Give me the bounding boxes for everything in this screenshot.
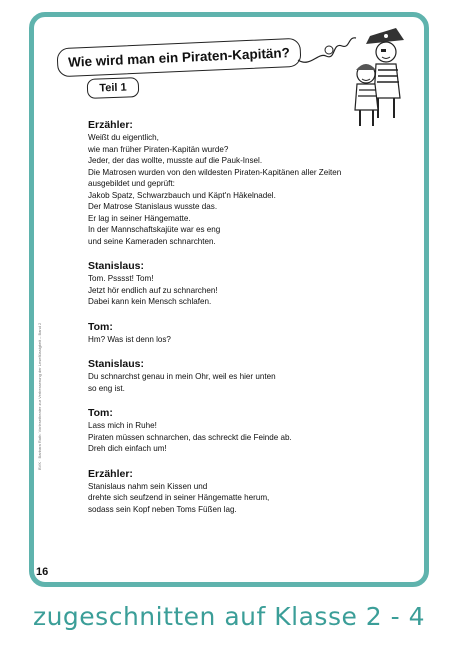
dialogue-line: Weißt du eigentlich, — [88, 133, 159, 142]
dialogue-line: Dabei kann kein Mensch schlafen. — [88, 297, 212, 306]
dialogue-line: so eng ist. — [88, 383, 125, 393]
dialogue-block — [88, 357, 408, 394]
part-label-box — [87, 77, 140, 99]
page-title: Wie wird man ein Piraten-Kapitän? — [67, 45, 291, 70]
dialogue-block — [88, 467, 408, 516]
dialogue-line: Piraten müssen schnarchen, das schreckt die Feinde ab. — [88, 432, 292, 442]
dialogue-line: sodass sein Kopf neben Toms Füßen lag. — [88, 504, 237, 514]
pirate-kids-illustration — [348, 18, 418, 128]
dialogue-line: ausgebildet und geprüft: — [88, 179, 175, 188]
dialogue-line: Lass mich in Ruhe! — [88, 421, 157, 430]
dialogue-block — [88, 406, 408, 455]
speaker-name: Erzähler: — [88, 119, 133, 131]
speaker-name: Stanislaus: — [88, 358, 145, 370]
dialogue-block — [88, 118, 408, 247]
dialogue-line: Stanislaus nahm sein Kissen und — [88, 481, 208, 491]
dialogue-block — [88, 259, 408, 308]
speaker-name: Tom: — [88, 320, 113, 333]
dialogue-line: Jakob Spatz, Schwarzbauch und Käpt'n Häkelnadel. — [88, 190, 276, 200]
grade-banner: zugeschnitten auf Klasse 2 - 4 — [32, 602, 426, 631]
dialogue-line: Hm? Was ist denn los? — [88, 334, 171, 344]
dialogue-line: und seine Kameraden schnarchten. — [88, 236, 216, 246]
dialogue-line: Der Matrose Stanislaus wusste das. — [88, 202, 218, 211]
speaker-name: Erzähler: — [88, 467, 133, 480]
dialogue-line: Tom. Psssst! Tom! — [88, 274, 154, 283]
script-content — [88, 118, 408, 527]
dialogue-line: Jeder, der das wollte, musste auf die Pauk-Insel. — [88, 156, 263, 165]
part-label: Teil 1 — [99, 81, 127, 95]
speaker-name: Tom: — [88, 407, 113, 419]
side-credit: BVK · Barbara Rath: Vorlesetheater zur Verbesserung der Leseflüssigkeit – Band 2 — [37, 322, 42, 470]
dialogue-line: drehte sich seufzend in seiner Hängematte herum, — [88, 493, 270, 502]
dialogue-line: Dreh dich einfach um! — [88, 444, 167, 453]
dialogue-line: wie man früher Piraten-Kapitän wurde? — [88, 144, 229, 154]
dialogue-line: Jetzt hör endlich auf zu schnarchen! — [88, 285, 218, 295]
dialogue-line: In der Mannschaftskajüte war es eng — [88, 225, 221, 234]
dialogue-line: Er lag in seiner Hängematte. — [88, 213, 191, 223]
dialogue-line: Die Matrosen wurden von den wildesten Piraten-Kapitänen aller Zeiten — [88, 167, 342, 177]
speaker-name: Stanislaus: — [88, 260, 145, 272]
dialogue-block — [88, 320, 408, 346]
page-number: 16 — [36, 566, 49, 578]
dialogue-line: Du schnarchst genau in mein Ohr, weil es hier unten — [88, 372, 276, 381]
